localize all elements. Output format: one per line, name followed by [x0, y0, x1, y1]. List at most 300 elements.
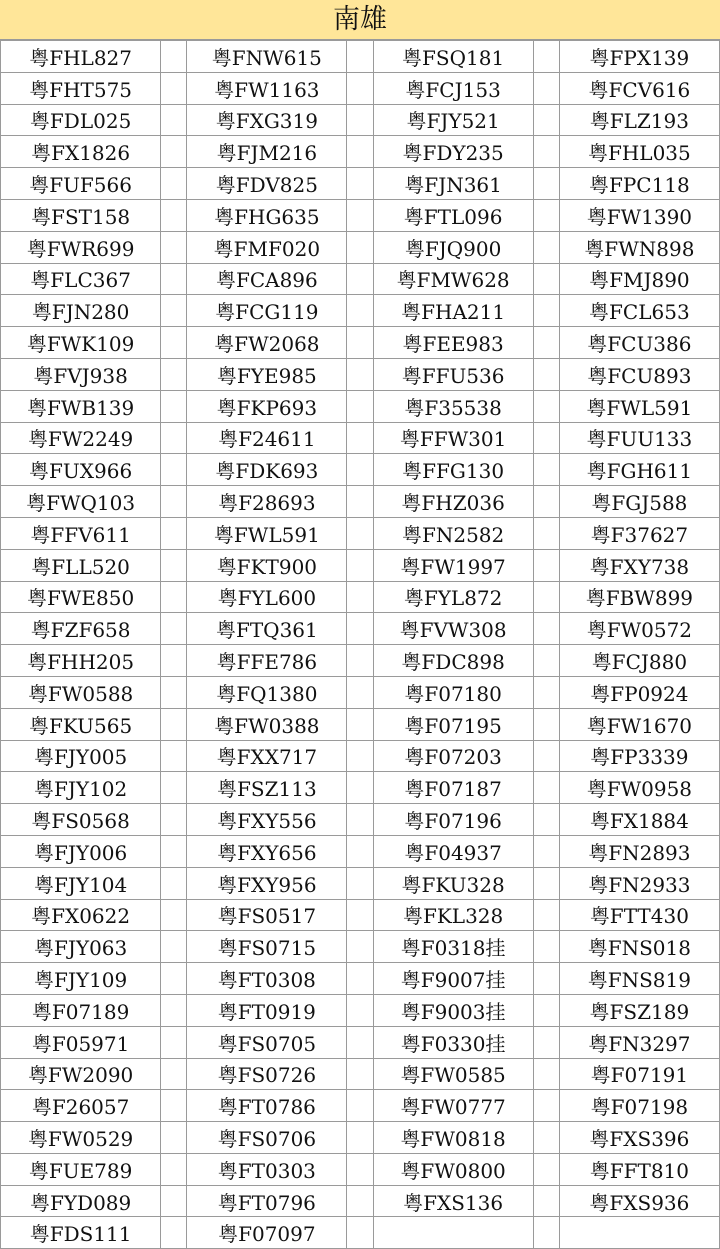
spacer-cell — [161, 994, 187, 1026]
plate-cell: 粤F9003挂 — [373, 994, 533, 1026]
plate-cell: 粤FJY102 — [1, 772, 161, 804]
table-row — [1, 772, 720, 804]
spacer-cell — [347, 327, 373, 359]
plate-cell: 粤FKU328 — [373, 867, 533, 899]
spacer-cell — [533, 263, 559, 295]
table-row — [1, 676, 720, 708]
spacer-cell — [533, 899, 559, 931]
table-row — [1, 199, 720, 231]
spacer-cell — [533, 1185, 559, 1217]
plate-cell: 粤F35538 — [373, 390, 533, 422]
plate-cell: 粤FDV825 — [187, 168, 347, 200]
plate-cell: 粤FUE789 — [1, 1153, 161, 1185]
plate-cell: 粤FMF020 — [187, 231, 347, 263]
table-row — [1, 899, 720, 931]
table-row — [1, 740, 720, 772]
spacer-cell — [533, 517, 559, 549]
spacer-cell — [347, 1026, 373, 1058]
spacer-cell — [347, 1090, 373, 1122]
plate-cell: 粤FMW628 — [373, 263, 533, 295]
spacer-cell — [533, 835, 559, 867]
spacer-cell — [347, 645, 373, 677]
spacer-cell — [161, 517, 187, 549]
spacer-cell — [347, 1185, 373, 1217]
spacer-cell — [161, 136, 187, 168]
spacer-cell — [161, 231, 187, 263]
spacer-cell — [347, 772, 373, 804]
spacer-cell — [347, 676, 373, 708]
plate-cell: 粤FS0568 — [1, 804, 161, 836]
spacer-cell — [161, 772, 187, 804]
plate-cell: 粤FXY956 — [187, 867, 347, 899]
plate-cell: 粤FXS396 — [559, 1122, 719, 1154]
spacer-cell — [533, 772, 559, 804]
spacer-cell — [347, 422, 373, 454]
plate-cell: 粤FP0924 — [559, 676, 719, 708]
plate-cell: 粤FW0777 — [373, 1090, 533, 1122]
spacer-cell — [161, 1058, 187, 1090]
spacer-cell — [347, 104, 373, 136]
spacer-cell — [533, 295, 559, 327]
spacer-cell — [347, 963, 373, 995]
spacer-cell — [161, 422, 187, 454]
spacer-cell — [161, 1026, 187, 1058]
plate-cell: 粤FN3297 — [559, 1026, 719, 1058]
plate-cell: 粤FW0958 — [559, 772, 719, 804]
spacer-cell — [533, 740, 559, 772]
spacer-cell — [347, 1122, 373, 1154]
spacer-cell — [347, 931, 373, 963]
plate-cell: 粤FP3339 — [559, 740, 719, 772]
plate-cell: 粤F07203 — [373, 740, 533, 772]
spacer-cell — [347, 486, 373, 518]
plate-cell: 粤FDL025 — [1, 104, 161, 136]
plate-cell: 粤FT0796 — [187, 1185, 347, 1217]
spacer-cell — [533, 1090, 559, 1122]
spacer-cell — [347, 1153, 373, 1185]
spacer-cell — [161, 104, 187, 136]
plate-cell: 粤FKU565 — [1, 708, 161, 740]
plate-cell: 粤FT0786 — [187, 1090, 347, 1122]
plate-cell: 粤FNW615 — [187, 41, 347, 73]
plate-cell: 粤FMJ890 — [559, 263, 719, 295]
plate-cell: 粤FW0529 — [1, 1122, 161, 1154]
plate-cell: 粤F07198 — [559, 1090, 719, 1122]
spacer-cell — [347, 517, 373, 549]
plate-cell: 粤FPC118 — [559, 168, 719, 200]
plate-cell: 粤F07180 — [373, 676, 533, 708]
plate-cell: 粤FVJ938 — [1, 358, 161, 390]
spacer-cell — [533, 581, 559, 613]
spacer-cell — [533, 231, 559, 263]
spacer-cell — [161, 41, 187, 73]
table-row — [1, 613, 720, 645]
plate-cell: 粤FHT575 — [1, 72, 161, 104]
plate-cell: 粤FNS819 — [559, 963, 719, 995]
plate-cell: 粤FCU893 — [559, 358, 719, 390]
table-row — [1, 327, 720, 359]
spacer-cell — [161, 835, 187, 867]
title-header — [0, 0, 720, 40]
plate-cell: 粤F07195 — [373, 708, 533, 740]
plate-cell: 粤FFE786 — [187, 645, 347, 677]
plate-cell: 粤F04937 — [373, 835, 533, 867]
plate-cell: 粤FS0705 — [187, 1026, 347, 1058]
plate-cell: 粤FGH611 — [559, 454, 719, 486]
plate-cell: 粤FWK109 — [1, 327, 161, 359]
plate-cell: 粤FJY063 — [1, 931, 161, 963]
plate-cell: 粤FX0622 — [1, 899, 161, 931]
plate-cell: 粤FST158 — [1, 199, 161, 231]
table-row — [1, 454, 720, 486]
spacer-cell — [161, 708, 187, 740]
plate-cell: 粤FJN280 — [1, 295, 161, 327]
plate-cell: 粤FCU386 — [559, 327, 719, 359]
table-row — [1, 1153, 720, 1185]
spacer-cell — [161, 358, 187, 390]
table-row — [1, 104, 720, 136]
plate-cell: 粤FWL591 — [559, 390, 719, 422]
spacer-cell — [347, 199, 373, 231]
plate-cell: 粤FFG130 — [373, 454, 533, 486]
spacer-cell — [161, 263, 187, 295]
plate-cell: 粤FSZ113 — [187, 772, 347, 804]
plate-cell: 粤FXS136 — [373, 1185, 533, 1217]
plate-cell: 粤FKL328 — [373, 899, 533, 931]
table-row — [1, 581, 720, 613]
spacer-cell — [347, 231, 373, 263]
spacer-cell — [533, 104, 559, 136]
spacer-cell — [347, 867, 373, 899]
plate-cell: 粤FCJ153 — [373, 72, 533, 104]
spacer-cell — [347, 72, 373, 104]
plate-cell: 粤FW0588 — [1, 676, 161, 708]
table-row — [1, 1026, 720, 1058]
spacer-cell — [161, 645, 187, 677]
spacer-cell — [347, 41, 373, 73]
plate-cell: 粤FCV616 — [559, 72, 719, 104]
plate-cell: 粤FSZ189 — [559, 994, 719, 1026]
spacer-cell — [533, 676, 559, 708]
plate-cell: 粤FW0818 — [373, 1122, 533, 1154]
plate-cell: 粤FKT900 — [187, 549, 347, 581]
plate-cell: 粤FSQ181 — [373, 41, 533, 73]
spacer-cell — [161, 486, 187, 518]
plate-cell: 粤FWE850 — [1, 581, 161, 613]
plate-cell: 粤FTL096 — [373, 199, 533, 231]
spacer-cell — [161, 549, 187, 581]
plate-cell: 粤FHG635 — [187, 199, 347, 231]
plate-cell: 粤FHL827 — [1, 41, 161, 73]
plate-cell: 粤FUF566 — [1, 168, 161, 200]
spacer-cell — [161, 1217, 187, 1249]
plate-table — [0, 40, 720, 1249]
table-row — [1, 295, 720, 327]
spacer-cell — [533, 454, 559, 486]
spacer-cell — [161, 1153, 187, 1185]
spacer-cell — [347, 804, 373, 836]
plate-cell: 粤FDS111 — [1, 1217, 161, 1249]
table-row — [1, 1090, 720, 1122]
spacer-cell — [533, 390, 559, 422]
plate-cell: 粤FW0388 — [187, 708, 347, 740]
table-row — [1, 422, 720, 454]
spacer-cell — [161, 199, 187, 231]
plate-cell: 粤FHA211 — [373, 295, 533, 327]
spacer-cell — [161, 867, 187, 899]
plate-cell: 粤F24611 — [187, 422, 347, 454]
spacer-cell — [533, 931, 559, 963]
spacer-cell — [347, 899, 373, 931]
plate-cell: 粤F05971 — [1, 1026, 161, 1058]
table-row — [1, 931, 720, 963]
plate-cell: 粤FTT430 — [559, 899, 719, 931]
spacer-cell — [347, 613, 373, 645]
plate-cell: 粤FDK693 — [187, 454, 347, 486]
spacer-cell — [161, 740, 187, 772]
plate-cell: 粤FTQ361 — [187, 613, 347, 645]
plate-cell: 粤F07191 — [559, 1058, 719, 1090]
spacer-cell — [533, 645, 559, 677]
plate-cell: 粤FHZ036 — [373, 486, 533, 518]
table-row — [1, 390, 720, 422]
spacer-cell — [347, 168, 373, 200]
plate-cell: 粤FCA896 — [187, 263, 347, 295]
spacer-cell — [533, 136, 559, 168]
spacer-cell — [347, 835, 373, 867]
plate-cell: 粤FQ1380 — [187, 676, 347, 708]
plate-cell: 粤FNS018 — [559, 931, 719, 963]
spacer-cell — [533, 41, 559, 73]
spacer-cell — [533, 1153, 559, 1185]
plate-cell: 粤FW2090 — [1, 1058, 161, 1090]
spacer-cell — [533, 867, 559, 899]
table-row — [1, 994, 720, 1026]
spacer-cell — [161, 613, 187, 645]
plate-cell: 粤FJY104 — [1, 867, 161, 899]
spacer-cell — [347, 358, 373, 390]
plate-cell: 粤FXX717 — [187, 740, 347, 772]
spacer-cell — [533, 1026, 559, 1058]
spacer-cell — [161, 454, 187, 486]
plate-cell: 粤FHL035 — [559, 136, 719, 168]
plate-cell: 粤FUU133 — [559, 422, 719, 454]
spacer-cell — [533, 422, 559, 454]
spacer-cell — [161, 1122, 187, 1154]
plate-cell: 粤FFT810 — [559, 1153, 719, 1185]
table-row — [1, 1217, 720, 1249]
spacer-cell — [533, 994, 559, 1026]
spacer-cell — [533, 358, 559, 390]
plate-cell: 粤FS0726 — [187, 1058, 347, 1090]
plate-cell: 粤FXY738 — [559, 549, 719, 581]
plate-cell: 粤FYL600 — [187, 581, 347, 613]
table-row — [1, 708, 720, 740]
plate-cell: 粤FJY109 — [1, 963, 161, 995]
spacer-cell — [347, 740, 373, 772]
plate-cell: 粤F07187 — [373, 772, 533, 804]
spacer-cell — [533, 1217, 559, 1249]
plate-cell: 粤FDC898 — [373, 645, 533, 677]
table-row — [1, 549, 720, 581]
table-row — [1, 1058, 720, 1090]
spacer-cell — [161, 72, 187, 104]
spacer-cell — [533, 1058, 559, 1090]
plate-cell: 粤FX1826 — [1, 136, 161, 168]
table-row — [1, 41, 720, 73]
plate-cell: 粤F28693 — [187, 486, 347, 518]
plate-cell: 粤F07097 — [187, 1217, 347, 1249]
spacer-cell — [347, 708, 373, 740]
table-row — [1, 358, 720, 390]
plate-cell: 粤FWL591 — [187, 517, 347, 549]
table-row — [1, 1185, 720, 1217]
plate-cell: 粤FBW899 — [559, 581, 719, 613]
plate-cell: 粤FWQ103 — [1, 486, 161, 518]
table-row — [1, 867, 720, 899]
spacer-cell — [533, 1122, 559, 1154]
plate-cell: 粤FDY235 — [373, 136, 533, 168]
spacer-cell — [533, 168, 559, 200]
plate-cell: 粤FW1670 — [559, 708, 719, 740]
spacer-cell — [161, 1090, 187, 1122]
plate-cell: 粤FWR699 — [1, 231, 161, 263]
spacer-cell — [347, 549, 373, 581]
plate-cell: 粤FGJ588 — [559, 486, 719, 518]
table-row — [1, 168, 720, 200]
plate-table-body — [1, 41, 720, 1249]
spacer-cell — [161, 327, 187, 359]
plate-cell: 粤FLL520 — [1, 549, 161, 581]
plate-cell: 粤FN2893 — [559, 835, 719, 867]
plate-cell: 粤FN2933 — [559, 867, 719, 899]
spacer-cell — [533, 549, 559, 581]
table-row — [1, 231, 720, 263]
plate-cell: 粤FT0919 — [187, 994, 347, 1026]
plate-cell: 粤FXS936 — [559, 1185, 719, 1217]
spacer-cell — [161, 581, 187, 613]
plate-cell: 粤FX1884 — [559, 804, 719, 836]
plate-cell: 粤FJY006 — [1, 835, 161, 867]
plate-cell: 粤FN2582 — [373, 517, 533, 549]
plate-cell: 粤FYL872 — [373, 581, 533, 613]
plate-cell: 粤FS0706 — [187, 1122, 347, 1154]
spacer-cell — [533, 199, 559, 231]
spacer-cell — [161, 931, 187, 963]
table-row — [1, 72, 720, 104]
spacer-cell — [347, 1058, 373, 1090]
title-text: 南雄 — [333, 4, 387, 35]
plate-cell: 粤FWB139 — [1, 390, 161, 422]
plate-cell: 粤FZF658 — [1, 613, 161, 645]
plate-cell — [373, 1217, 533, 1249]
plate-cell: 粤FVW308 — [373, 613, 533, 645]
plate-cell: 粤FJQ900 — [373, 231, 533, 263]
plate-cell: 粤FFW301 — [373, 422, 533, 454]
spacer-cell — [533, 486, 559, 518]
spacer-cell — [161, 676, 187, 708]
plate-cell: 粤FJN361 — [373, 168, 533, 200]
table-row — [1, 804, 720, 836]
spacer-cell — [533, 963, 559, 995]
spacer-cell — [161, 899, 187, 931]
spacer-cell — [161, 390, 187, 422]
plate-cell: 粤FT0303 — [187, 1153, 347, 1185]
plate-cell: 粤F37627 — [559, 517, 719, 549]
spacer-cell — [347, 994, 373, 1026]
plate-cell: 粤FW1997 — [373, 549, 533, 581]
table-row — [1, 963, 720, 995]
plate-cell: 粤F9007挂 — [373, 963, 533, 995]
plate-cell: 粤FXY556 — [187, 804, 347, 836]
spacer-cell — [347, 390, 373, 422]
spacer-cell — [161, 963, 187, 995]
plate-cell: 粤F26057 — [1, 1090, 161, 1122]
plate-cell: 粤FLC367 — [1, 263, 161, 295]
table-row — [1, 136, 720, 168]
plate-cell: 粤F0330挂 — [373, 1026, 533, 1058]
spacer-cell — [533, 708, 559, 740]
plate-cell: 粤FW2068 — [187, 327, 347, 359]
plate-cell: 粤FS0715 — [187, 931, 347, 963]
plate-cell: 粤FFV611 — [1, 517, 161, 549]
spacer-cell — [347, 454, 373, 486]
spacer-cell — [347, 295, 373, 327]
spacer-cell — [533, 804, 559, 836]
plate-cell: 粤FCG119 — [187, 295, 347, 327]
plate-cell: 粤FPX139 — [559, 41, 719, 73]
plate-cell: 粤FJY005 — [1, 740, 161, 772]
plate-cell: 粤FW2249 — [1, 422, 161, 454]
spacer-cell — [347, 1217, 373, 1249]
plate-cell: 粤FW0572 — [559, 613, 719, 645]
plate-cell: 粤FFU536 — [373, 358, 533, 390]
plate-cell: 粤FT0308 — [187, 963, 347, 995]
plate-cell: 粤FKP693 — [187, 390, 347, 422]
spacer-cell — [161, 804, 187, 836]
spacer-cell — [347, 581, 373, 613]
plate-cell: 粤FXG319 — [187, 104, 347, 136]
plate-cell: 粤FJY521 — [373, 104, 533, 136]
table-row — [1, 645, 720, 677]
plate-cell — [559, 1217, 719, 1249]
table-row — [1, 835, 720, 867]
plate-cell: 粤FW1390 — [559, 199, 719, 231]
plate-cell: 粤FXY656 — [187, 835, 347, 867]
plate-cell: 粤FW0800 — [373, 1153, 533, 1185]
plate-cell: 粤F0318挂 — [373, 931, 533, 963]
plate-cell: 粤FS0517 — [187, 899, 347, 931]
plate-cell: 粤FCJ880 — [559, 645, 719, 677]
plate-cell: 粤FW0585 — [373, 1058, 533, 1090]
spacer-cell — [161, 295, 187, 327]
spacer-cell — [347, 263, 373, 295]
plate-cell: 粤FWN898 — [559, 231, 719, 263]
plate-cell: 粤F07196 — [373, 804, 533, 836]
table-row — [1, 517, 720, 549]
spacer-cell — [161, 1185, 187, 1217]
plate-cell: 粤FHH205 — [1, 645, 161, 677]
plate-cell: 粤FYD089 — [1, 1185, 161, 1217]
plate-cell: 粤FLZ193 — [559, 104, 719, 136]
plate-cell: 粤F07189 — [1, 994, 161, 1026]
table-row — [1, 1122, 720, 1154]
spacer-cell — [347, 136, 373, 168]
plate-cell: 粤FW1163 — [187, 72, 347, 104]
table-row — [1, 486, 720, 518]
plate-cell: 粤FJM216 — [187, 136, 347, 168]
plate-cell: 粤FEE983 — [373, 327, 533, 359]
